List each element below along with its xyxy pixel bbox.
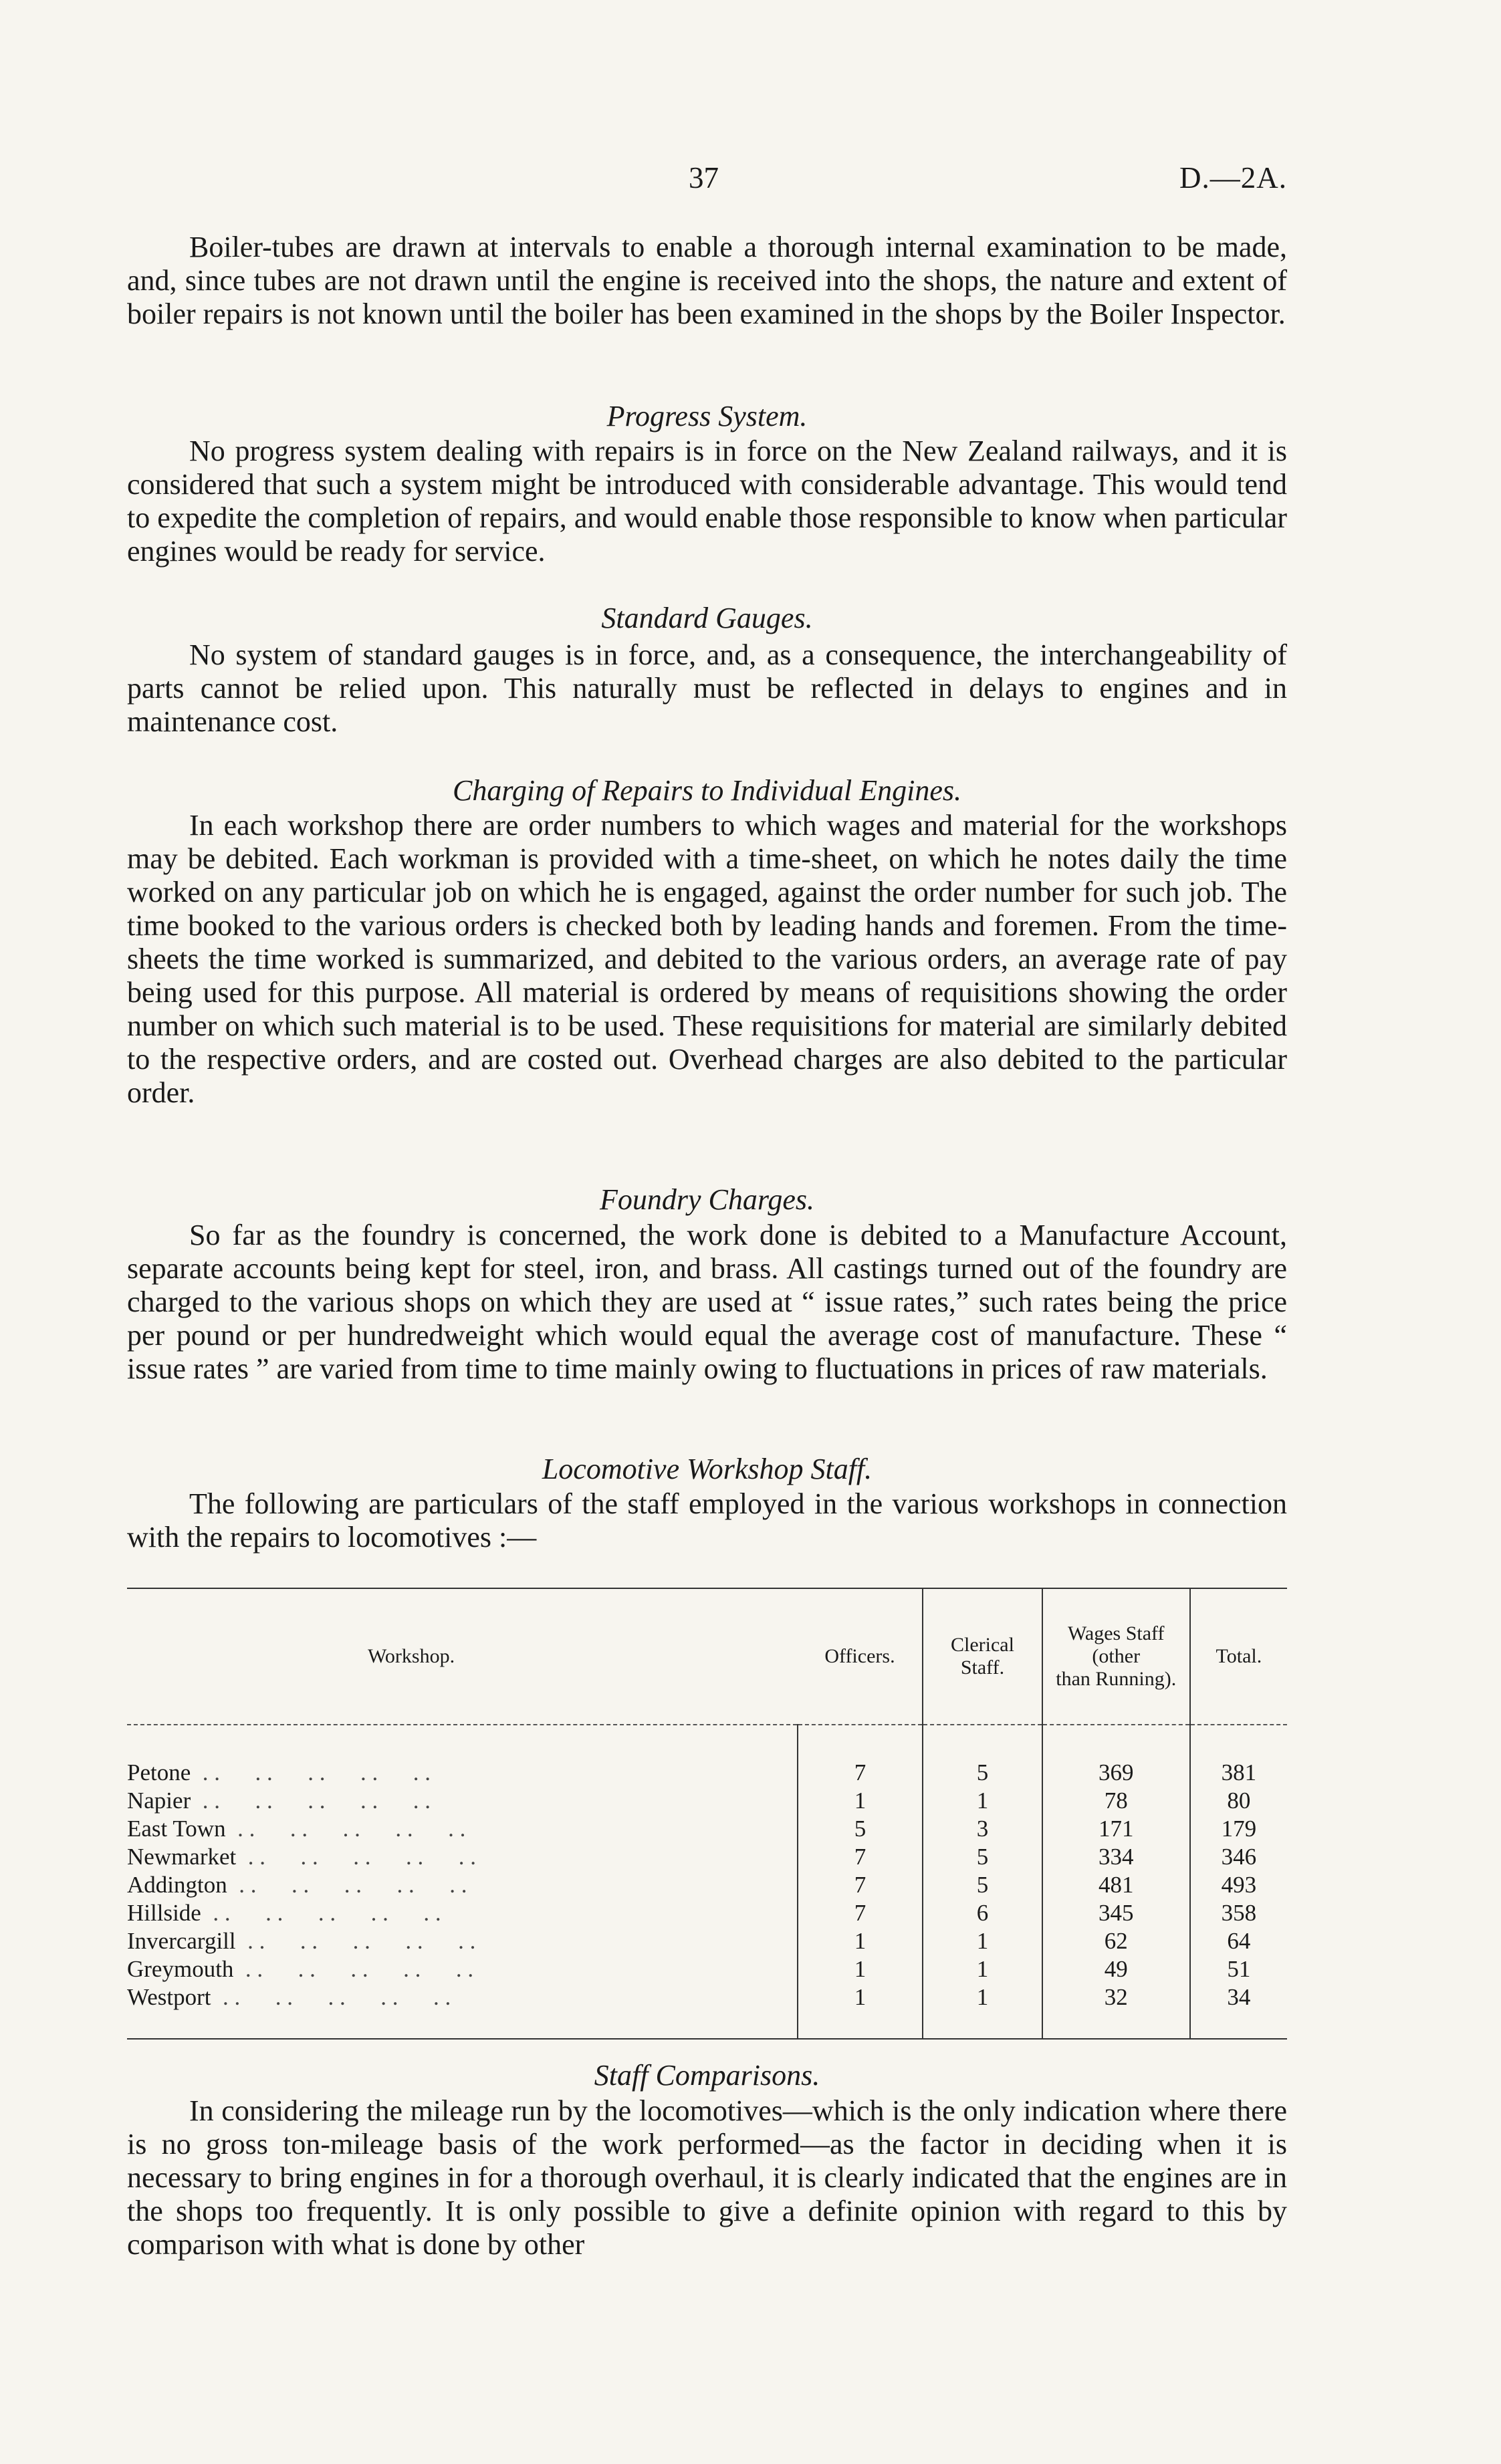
cell-workshop: Napier bbox=[127, 1788, 191, 1814]
leader-dots: . . . . . . . . . . bbox=[191, 1788, 431, 1814]
heading-locomotive-workshop-staff: Locomotive Workshop Staff. bbox=[542, 1453, 873, 1485]
table-row bbox=[127, 1983, 1287, 2039]
cell-total: 358 bbox=[1221, 1900, 1257, 1926]
table-row bbox=[127, 1927, 1287, 1955]
cell-clerical: 1 bbox=[976, 1788, 989, 1814]
cell-total: 64 bbox=[1227, 1928, 1251, 1954]
cell-officers: 7 bbox=[854, 1900, 867, 1926]
col-clerical-line-2: Staff. bbox=[960, 1656, 1005, 1679]
leader-dots: . . . . . . . . . . bbox=[201, 1900, 441, 1926]
paragraph-charging-of-repairs: In each workshop there are order numbers to which wages and material for the workshops may be debited. Each workman is provided with a time-sheet, on which he notes daily the time worked on any particular job on which he is engaged, against the order number for such job. The time booked to the various orders is checked both by leading hands and foremen. From the time-sheets the time worked is summarized, and debited to the various orders, an average rate of pay being used for this purpose. All material is ordered by means of requisitions showing the order number on which such material is to be used. These requisitions for material are similarly debited to the respective orders, and are costed out. Overhead charges are also debited to the particular order. bbox=[127, 809, 1287, 1109]
cell-officers: 1 bbox=[854, 1956, 867, 1982]
staff-table bbox=[127, 1588, 1287, 2040]
cell-workshop: Addington bbox=[127, 1872, 227, 1898]
cell-clerical: 1 bbox=[976, 1984, 989, 2010]
leader-dots: . . . . . . . . . . bbox=[225, 1816, 466, 1842]
cell-wages: 49 bbox=[1104, 1956, 1128, 1982]
cell-workshop: Hillside bbox=[127, 1900, 201, 1926]
cell-officers: 7 bbox=[854, 1872, 867, 1898]
heading-charging-of-repairs: Charging of Repairs to Individual Engines. bbox=[453, 774, 961, 807]
table-row bbox=[127, 1955, 1287, 1983]
cell-total: 80 bbox=[1227, 1788, 1251, 1814]
cell-wages: 171 bbox=[1098, 1816, 1134, 1842]
cell-officers: 1 bbox=[854, 1788, 867, 1814]
cell-workshop: Westport bbox=[127, 1984, 211, 2010]
col-wages-staff bbox=[1042, 1588, 1190, 1725]
page-header bbox=[127, 160, 1287, 201]
col-clerical-line-1: Clerical bbox=[951, 1634, 1014, 1656]
cell-wages: 62 bbox=[1104, 1928, 1128, 1954]
paragraph-foundry-charges: So far as the foundry is concerned, the work done is debited to a Manufacture Account, separate accounts being kept for steel, iron, and brass. All castings turned out of the foundry are charged to the various shops on which they are used at “ issue rates,” such rates being the price per pound or per hundredweight which would equal the average cost of manufacture. These “ issue rates ” are varied from time to time mainly owing to fluctuations in prices of raw materials. bbox=[127, 1219, 1287, 1385]
leader-dots: . . . . . . . . . . bbox=[191, 1759, 431, 1785]
col-total: Total. bbox=[1190, 1588, 1287, 1725]
cell-total: 346 bbox=[1221, 1844, 1257, 1870]
cell-clerical: 1 bbox=[976, 1956, 989, 1982]
cell-total: 493 bbox=[1221, 1872, 1257, 1898]
table-row bbox=[127, 1787, 1287, 1815]
cell-clerical: 1 bbox=[976, 1928, 989, 1954]
heading-foundry-charges: Foundry Charges. bbox=[599, 1183, 815, 1216]
cell-total: 51 bbox=[1227, 1956, 1251, 1982]
col-wages-line-3: than Running). bbox=[1056, 1668, 1177, 1690]
cell-wages: 481 bbox=[1098, 1872, 1134, 1898]
paragraph-boiler-tubes: Boiler-tubes are drawn at intervals to enable a thorough internal examination to be made, and, since tubes are not drawn until the engine is received into the shops, the nature and extent of boiler repairs is not known until the boiler has been examined in the shops by the Boiler Inspector. bbox=[127, 231, 1287, 330]
col-workshop: Workshop. bbox=[127, 1588, 798, 1725]
cell-workshop: Greymouth bbox=[127, 1956, 234, 1982]
leader-dots: . . . . . . . . . . bbox=[233, 1956, 474, 1982]
cell-workshop: Invercargill bbox=[127, 1928, 236, 1954]
cell-total: 179 bbox=[1221, 1816, 1257, 1842]
col-wages-line-1: Wages Staff bbox=[1067, 1622, 1165, 1644]
col-wages-line-2: (other bbox=[1092, 1645, 1141, 1667]
cell-clerical: 5 bbox=[976, 1844, 989, 1870]
cell-workshop: Newmarket bbox=[127, 1844, 237, 1870]
paragraph-progress-system: No progress system dealing with repairs is in force on the New Zealand railways, and it is considered that such a system might be introduced with considerable advantage. This would tend to expedite the completion of repairs, and would enable those responsible to know when particular engines would be ready for service. bbox=[127, 435, 1287, 568]
heading-progress-system: Progress System. bbox=[606, 400, 808, 433]
col-officers: Officers. bbox=[798, 1588, 923, 1725]
cell-workshop: East Town bbox=[127, 1816, 226, 1842]
table-header-row bbox=[127, 1588, 1287, 1725]
col-clerical-staff bbox=[923, 1588, 1042, 1725]
table-row bbox=[127, 1871, 1287, 1899]
table-row bbox=[127, 1899, 1287, 1927]
table-row bbox=[127, 1843, 1287, 1871]
heading-standard-gauges: Standard Gauges. bbox=[601, 602, 813, 634]
leader-dots: . . . . . . . . . . bbox=[236, 1844, 477, 1870]
cell-workshop: Petone bbox=[127, 1759, 191, 1785]
cell-officers: 1 bbox=[854, 1928, 867, 1954]
cell-clerical: 6 bbox=[976, 1900, 989, 1926]
cell-officers: 7 bbox=[854, 1759, 867, 1785]
document-reference: D.—2A. bbox=[1179, 161, 1287, 195]
cell-wages: 345 bbox=[1098, 1900, 1134, 1926]
cell-wages: 78 bbox=[1104, 1788, 1128, 1814]
cell-officers: 5 bbox=[854, 1816, 867, 1842]
cell-officers: 7 bbox=[854, 1844, 867, 1870]
cell-clerical: 5 bbox=[976, 1872, 989, 1898]
cell-clerical: 5 bbox=[976, 1759, 989, 1785]
paragraph-locomotive-workshop-staff: The following are particulars of the staff employed in the various workshops in connection with the repairs to locomotives :— bbox=[127, 1487, 1287, 1554]
leader-dots: . . . . . . . . . . bbox=[227, 1872, 467, 1898]
cell-total: 381 bbox=[1221, 1759, 1257, 1785]
cell-wages: 32 bbox=[1104, 1984, 1128, 2010]
heading-staff-comparisons: Staff Comparisons. bbox=[594, 2059, 820, 2092]
cell-wages: 334 bbox=[1098, 1844, 1134, 1870]
table-row bbox=[127, 1815, 1287, 1843]
leader-dots: . . . . . . . . . . bbox=[235, 1928, 476, 1954]
cell-wages: 369 bbox=[1098, 1759, 1134, 1785]
paragraph-standard-gauges: No system of standard gauges is in force, and, as a consequence, the interchangeability of parts cannot be relied upon. This naturally must be reflected in delays to engines and in maintenance cost. bbox=[127, 638, 1287, 738]
leader-dots: . . . . . . . . . . bbox=[211, 1984, 451, 2010]
table-row bbox=[127, 1725, 1287, 1787]
paragraph-staff-comparisons: In considering the mileage run by the locomotives—which is the only indication where there is no gross ton-mileage basis of the work performed—as the factor in deciding when it is necessary to bring engines in for a thorough overhaul, it is clearly indicated that the engines are in the shops too frequently. It is only possible to give a definite opinion with regard to this by comparison with what is done by other bbox=[127, 2094, 1287, 2261]
cell-clerical: 3 bbox=[976, 1816, 989, 1842]
page-number: 37 bbox=[689, 161, 719, 195]
cell-total: 34 bbox=[1227, 1984, 1251, 2010]
cell-officers: 1 bbox=[854, 1984, 867, 2010]
